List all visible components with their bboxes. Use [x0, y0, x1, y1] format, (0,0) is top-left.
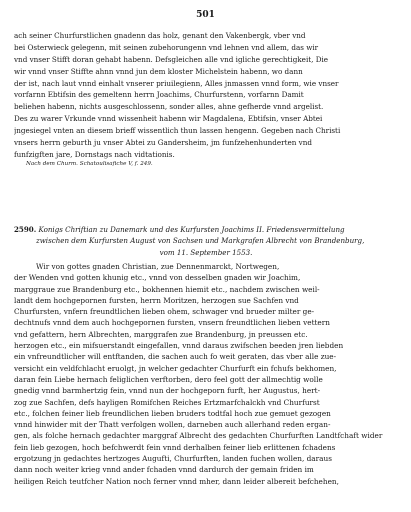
paragraph-1 — [14, 30, 398, 161]
text-line: fein lieb gezogen, hoch befchwerdt fein vnnd derhalben feiner lieb erlittenen fchadens — [14, 442, 336, 452]
text-line: Wir von gottes gnaden Christian, zue Dennenmarckt, Nortwegen, — [36, 262, 280, 271]
document-number: 2590. — [14, 225, 37, 234]
heading-line-1 — [14, 224, 398, 235]
text-line: vnd vnser Stifft doran gehabt habenn. Defsgleichen alle vnd igliche gerechtigkeit, Die — [14, 54, 329, 64]
text-line: versicht ein veldfchlacht eruolgt, jn welcher gedachter Churfurft ein fchufs bekhomen, — [14, 363, 337, 373]
text-line: bei Osterwieck gelegenn, mit seinen zubehorungenn vnd lehnen vnd allem, das wir — [14, 42, 319, 52]
text-line: funfzigften jare, Dornstags nach vidtationis. — [14, 149, 175, 159]
text-line: Churfursten, vnfern freundtlichen lieben ohem, schwager vnd brueder milter ge- — [14, 307, 315, 317]
text-line: heiligen Reich teutfcher Nation noch ferner vnnd mher, dann leider albereit befchehen, — [14, 476, 339, 486]
text-line: gnedig vnnd barmhertzig fein, vnnd nun der hochgeporn furft, her Augustus, hert- — [14, 386, 321, 396]
heading-line-3: vom 11. September 1553. — [159, 247, 253, 257]
text-line: vnd gefattern, hern Albrechten, marggrafen zue Brandenburg, jn preussen etc. — [14, 329, 308, 339]
text-line: dechtnufs vnnd dem auch hochgepornen fursten, vnsern freundtlichen lieben vettern — [14, 318, 330, 328]
heading-line-2: zwischen dem Kurfursten August von Sachsen und Markgrafen Albrecht von Brandenburg, — [36, 236, 365, 246]
text-line: zog zue Sachfen, defs hayligen Romifchen Reiches Ertzmarfchalckh vnd Churfurst — [14, 397, 320, 407]
text-line: der ist, nach laut vnnd einhalt vnserer priuilegienn, Alles jnmassen vnnd form, wie vnser — [14, 78, 339, 88]
text-line: jngesiegel vnten an diesem brieff wissentlich thun lassen hengenn. Gegeben nach Christi — [14, 126, 341, 136]
paragraph-2 — [14, 261, 398, 487]
text-line: herzogen etc., ein mifsuerstandt eingefallen, vnnd daraus zwifschen beeden jren liebden — [14, 341, 344, 351]
text-line: daran fein Liebe hernach feliglichen verftorben, dero feel gott der allmechtig wolle — [14, 374, 323, 384]
source-note: Nach dem Churm. Schatoulisafiche V, f. 249. — [26, 161, 153, 167]
text-line: etc., folchen feiner lieb freundlichen lieben bruders todtfal hoch zue gemuet gezogen — [14, 408, 331, 418]
text-line: marggraue zue Brandenburg etc., bokhennen hiemit etc., nachdem zwischen weil- — [14, 284, 320, 294]
text-line: gen, als folche hernach gedachter marggraf Albrecht des gedachten Churfurften Landtfchaft wider — [14, 431, 383, 441]
page-number: 501 — [196, 10, 215, 20]
document-heading — [14, 224, 398, 258]
text-line: ach seiner Churfurstlichen gnadenn das holz, genant den Vakenbergk, vber vnd — [14, 31, 306, 40]
text-line: ergotzung jn gedachtes hertzoges Augufti, Churfurften, landen fuchen wollen, daraus — [14, 454, 332, 464]
text-line: vnnd hinwider mit der Thatt verfolgen wollen, darneben auch allerhand reden ergan- — [14, 420, 331, 430]
heading-text-1: Konigs Chriftian zu Danemark und des Kurfursten Joachims II. Friedensvermittelung — [38, 225, 345, 234]
text-line: Des zu warer Vrkunde vnnd wissenheit habenn wir Magdalena, Ebtifsin, vnser Abtei — [14, 114, 323, 124]
text-line: beliehen habenn, nichts ausgeschlossenn, sonder alles, ahne gefherde vnnd argelist. — [14, 102, 324, 112]
text-line: dann noch weiter krieg vnnd ander fchaden vnnd dardurch der gemain friden im — [14, 465, 314, 475]
text-line: vnsers herrn geburth ju vnser Abtei zu Gandersheim, jm funfzehenhunderten vnd — [14, 138, 312, 148]
text-line: vorfarnn Ebtifsin des gemeltenn herrn Joachims, Churfurstenn, vorfarnn Damit — [14, 90, 304, 100]
text-line: wir vnnd vnser Stiffte ahnn vnnd jun dem kloster Michelstein habenn, wo dann — [14, 66, 303, 76]
text-line: landt dem hochgepornen fursten, herrn Moritzen, herzogen sue Sachfen vnd — [14, 295, 299, 305]
text-line: ein vnfreundtlicher will entftanden, die sachen auch fo weit geraten, das vber alle zue- — [14, 352, 337, 362]
text-line: der Wenden vnd gotten khunig etc., vnnd von desselben gnaden wir Joachim, — [14, 273, 301, 283]
